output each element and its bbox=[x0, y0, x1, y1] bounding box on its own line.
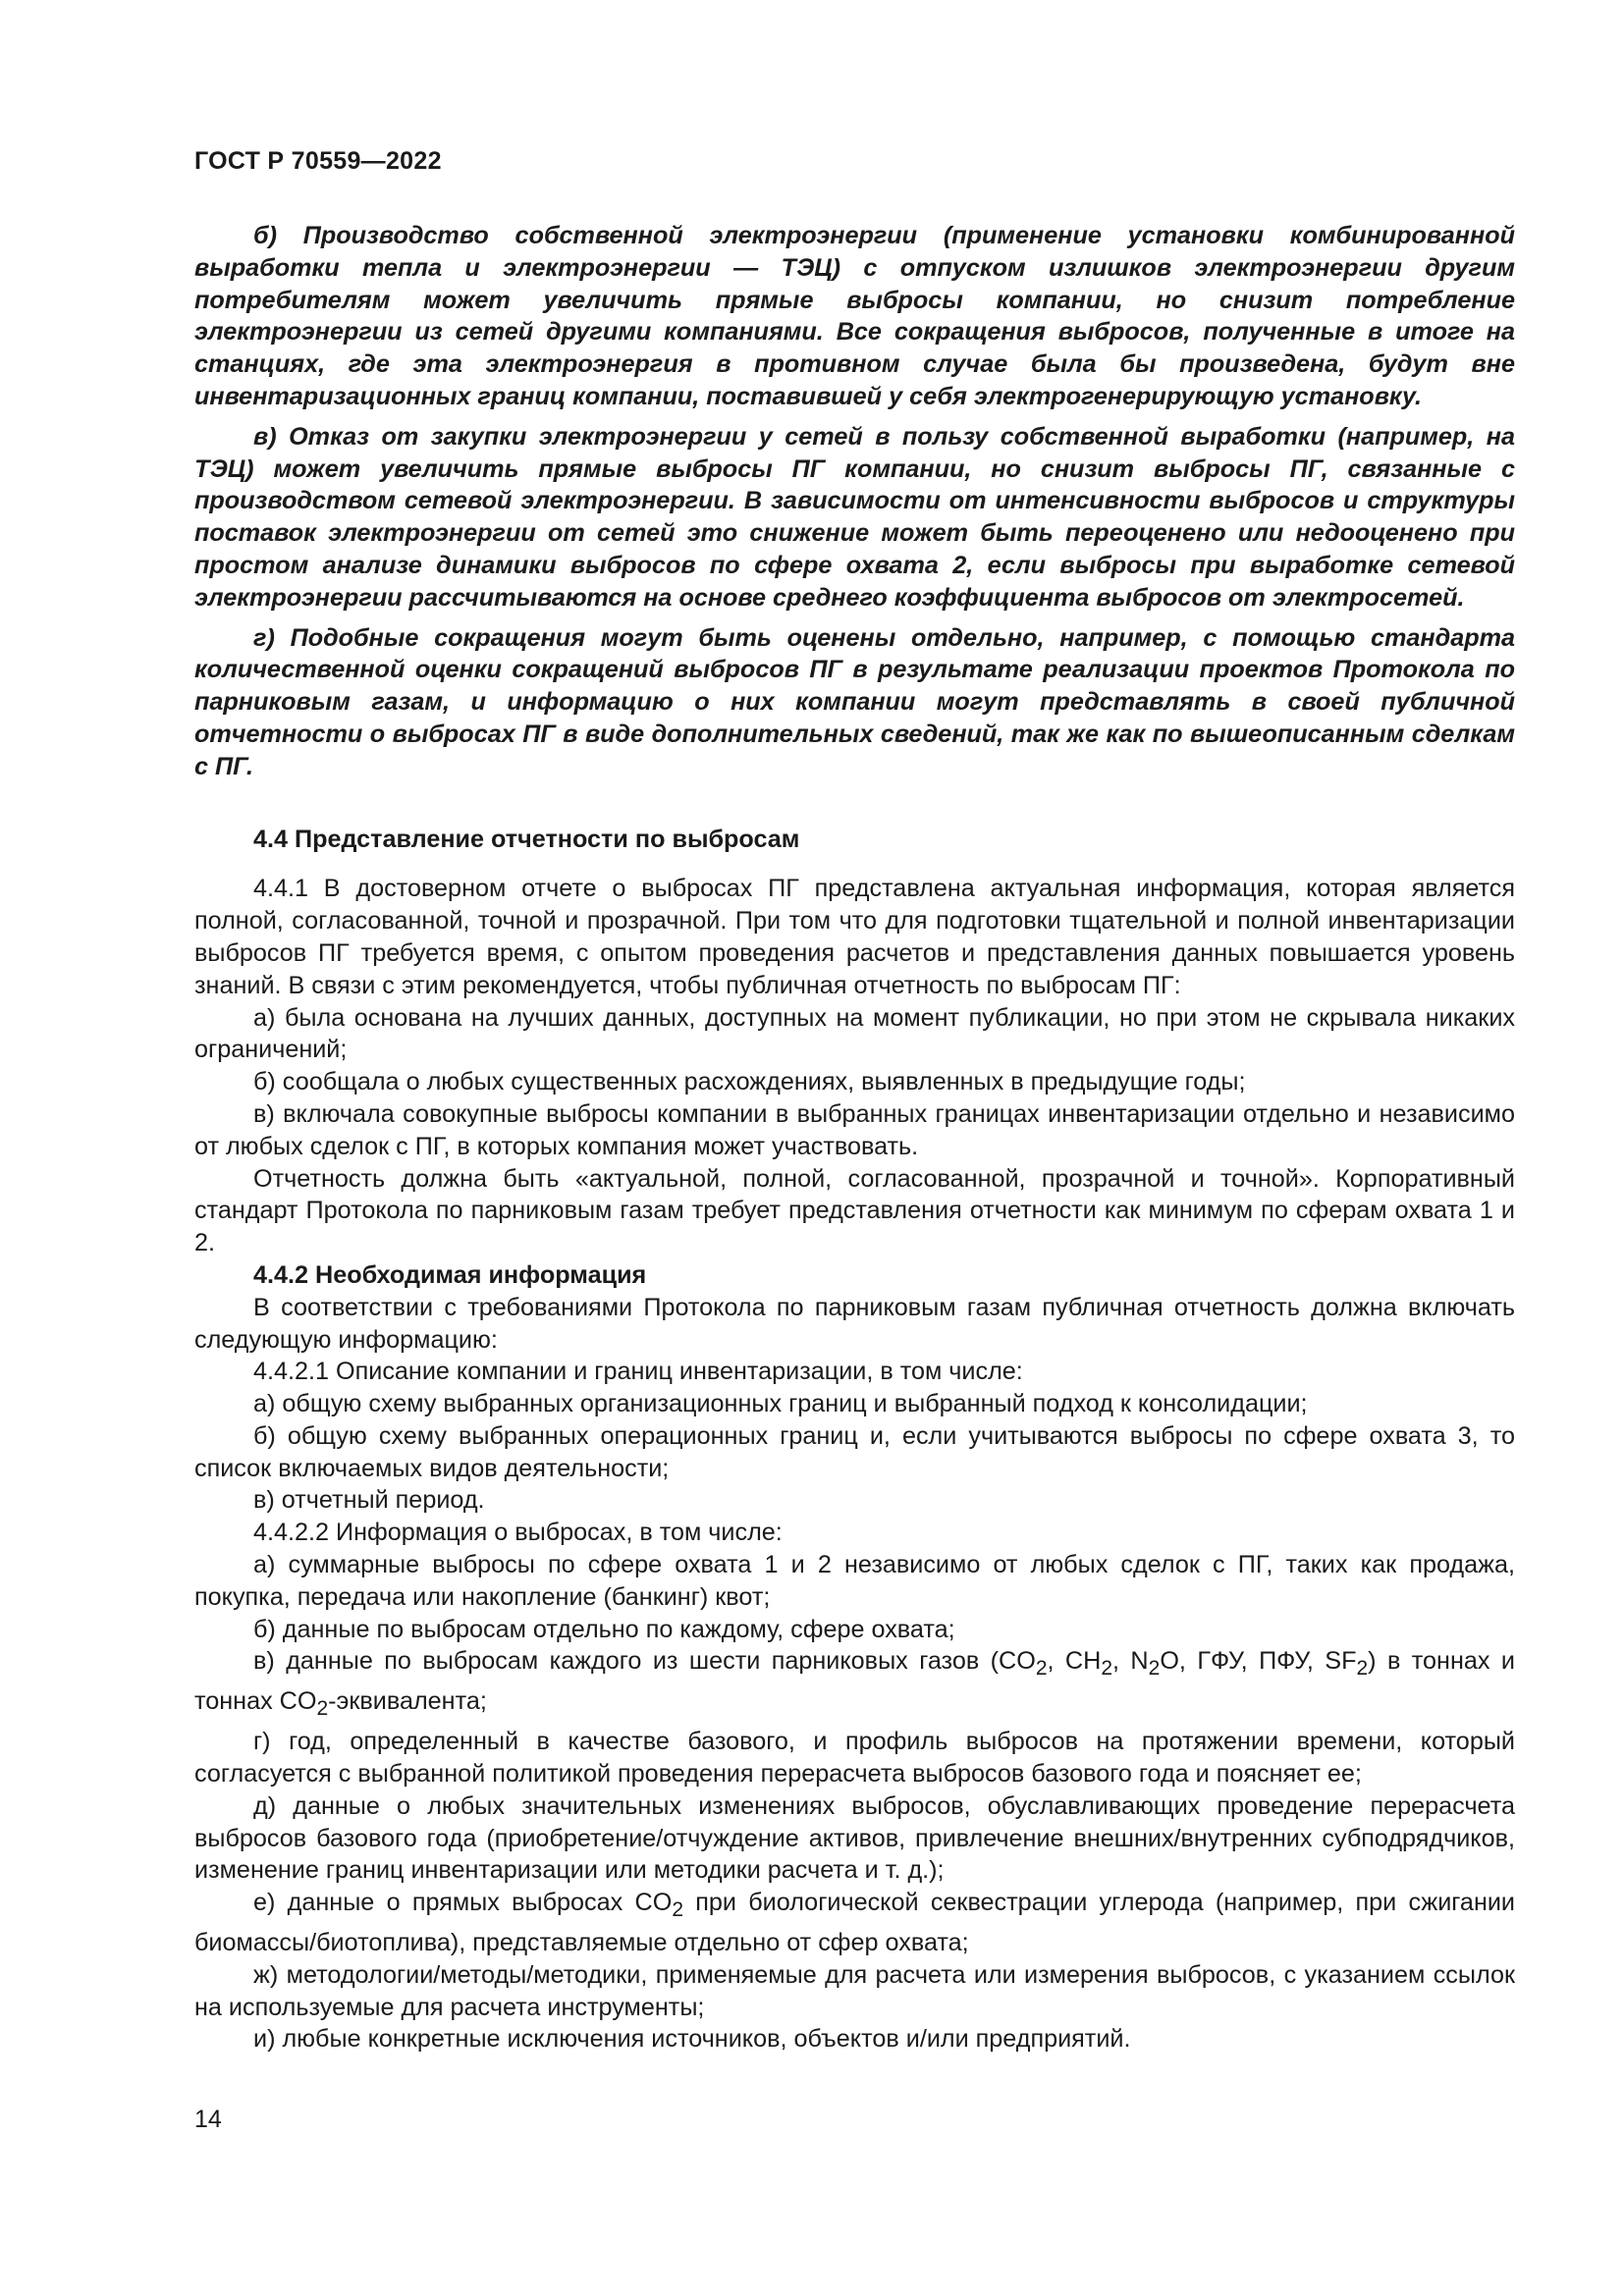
note-paragraph-g: г) Подобные сокращения могут быть оценены отдельно, например, с помощью стандарта количественной оценки сокращений выбросов ПГ в результате реализации проектов Протокола по парниковым газам, и информацию о них компании могут представлять в своей публичной отчетности о выбросах ПГ в виде дополнительных сведений, так же как по вышеописанным сделкам с ПГ. bbox=[194, 623, 1515, 780]
list-item-a: а) была основана на лучших данных, доступных на момент публикации, но при этом не скрывала никаких ограничений; bbox=[194, 1003, 1515, 1064]
document-header: ГОСТ Р 70559—2022 bbox=[194, 147, 442, 175]
list-item-a: а) суммарные выбросы по сфере охвата 1 и 2 независимо от любых сделок с ПГ, таких как продажа, покупка, передача или накопление (банкинг) квот; bbox=[194, 1551, 1515, 1611]
list-item-v: в) отчетный период. bbox=[253, 1486, 485, 1515]
list-item-zh: ж) методологии/методы/методики, применяемые для расчета или измерения выбросов, с указанием ссылок на используемые для расчета инструменты; bbox=[194, 1960, 1515, 2021]
list-item-e-co2: е) данные о прямых выбросах $CO_2$ при биологической секвестрации углерода (например, при сжигании биомассы/биотоплива), представляемые отдельно от сфер охвата; bbox=[194, 1889, 1515, 1956]
page-number: 14 bbox=[194, 2106, 222, 2133]
list-item-b: б) общую схему выбранных операционных границ и, если учитываются выбросы по сфере охвата 3, то список включаемых видов деятельности; bbox=[194, 1421, 1515, 1482]
paragraph-4-4-2-intro: В соответствии с требованиями Протокола по парниковым газам публичная отчетность должна включать следующую информацию: bbox=[194, 1293, 1515, 1354]
paragraph-4-4-2-1: 4.4.2.1 Описание компании и границ инвентаризации, в том числе: bbox=[253, 1358, 1023, 1386]
paragraph-4-4-1: 4.4.1 В достоверном отчете о выбросах ПГ представлена актуальная информация, которая является полной, согласованной, точной и прозрачной. При том что для подготовки тщательной и полной инвентаризации выбросов ПГ требуется время, с опытом проведения расчетов и представления данных повышается уровень знаний. В связи с этим рекомендуется, чтобы публичная отчетность по выбросам ПГ: bbox=[194, 875, 1515, 999]
note-paragraph-v: в) Отказ от закупки электроэнергии у сетей в пользу собственной выработки (например, на ТЭЦ) может увеличить прямые выбросы ПГ компании, но снизит выбросы ПГ, связанные с производством сетевой электроэнергии. В зависимости от интенсивности выбросов и структуры поставок электроэнергии от сетей это снижение может быть переоценено или недооценено при простом анализе динамики выбросов по сфере охвата 2, если выбросы при выработке сетевой электроэнергии рассчитываются на основе среднего коэффициента выбросов от электросетей. bbox=[194, 422, 1515, 612]
list-item-v-gases: в) данные по выбросам каждого из шести парниковых газов ($CO_2$, $CH_2$, $N_2O$, ГФУ, ПФУ, $SF_2$) в тоннах и тоннах $CO_2$-эквивалента; bbox=[194, 1647, 1515, 1721]
list-item-a: а) общую схему выбранных организационных границ и выбранный подход к консолидации; bbox=[253, 1390, 1308, 1418]
paragraph-reporting: Отчетность должна быть «актуальной, полной, согласованной, прозрачной и точной». Корпоративный стандарт Протокола по парниковым газам требует представления отчетности как минимум по сферам охвата 1 и 2. bbox=[194, 1164, 1515, 1257]
list-item-b: б) сообщала о любых существенных расхождениях, выявленных в предыдущие годы; bbox=[253, 1068, 1246, 1096]
list-item-b: б) данные по выбросам отдельно по каждому, сфере охвата; bbox=[253, 1615, 955, 1643]
section-heading-4-4: 4.4 Представление отчетности по выбросам bbox=[253, 825, 800, 853]
section-heading-4-4-2: 4.4.2 Необходимая информация bbox=[253, 1260, 647, 1289]
note-block bbox=[194, 220, 1515, 783]
list-item-v: в) включала совокупные выбросы компании в выбранных границах инвентаризации отдельно и независимо от любых сделок с ПГ, в которых компания может участвовать. bbox=[194, 1099, 1515, 1160]
paragraph-4-4-2-2: 4.4.2.2 Информация о выбросах, в том числе: bbox=[253, 1519, 783, 1547]
list-item-d: д) данные о любых значительных изменениях выбросов, обуславливающих проведение перерасчета выбросов базового года (приобретение/отчуждение активов, привлечение внешних/внутренних субподрядчиков, изменение границ инвентаризации или методики расчета и т. д.); bbox=[194, 1791, 1515, 1885]
note-paragraph-b: б) Производство собственной электроэнергии (применение установки комбинированной выработки тепла и электроэнергии — ТЭЦ) с отпуском излишков электроэнергии другим потребителям может увеличить прямые выбросы компании, но снизит потребление электроэнергии из сетей другими компаниями. Все сокращения выбросов, полученные в итоге на станциях, где эта электроэнергия в противном случае была бы произведена, будут вне инвентаризационных границ компании, поставившей у себя электрогенерирующую установку. bbox=[194, 222, 1515, 410]
page-content bbox=[194, 220, 1515, 2056]
list-item-g: г) год, определенный в качестве базового, и профиль выбросов на протяжении времени, который согласуется с выбранной политикой проведения перерасчета выбросов базового года и поясняет ее; bbox=[194, 1728, 1515, 1788]
list-item-i: и) любые конкретные исключения источников, объектов и/или предприятий. bbox=[253, 2025, 1131, 2054]
